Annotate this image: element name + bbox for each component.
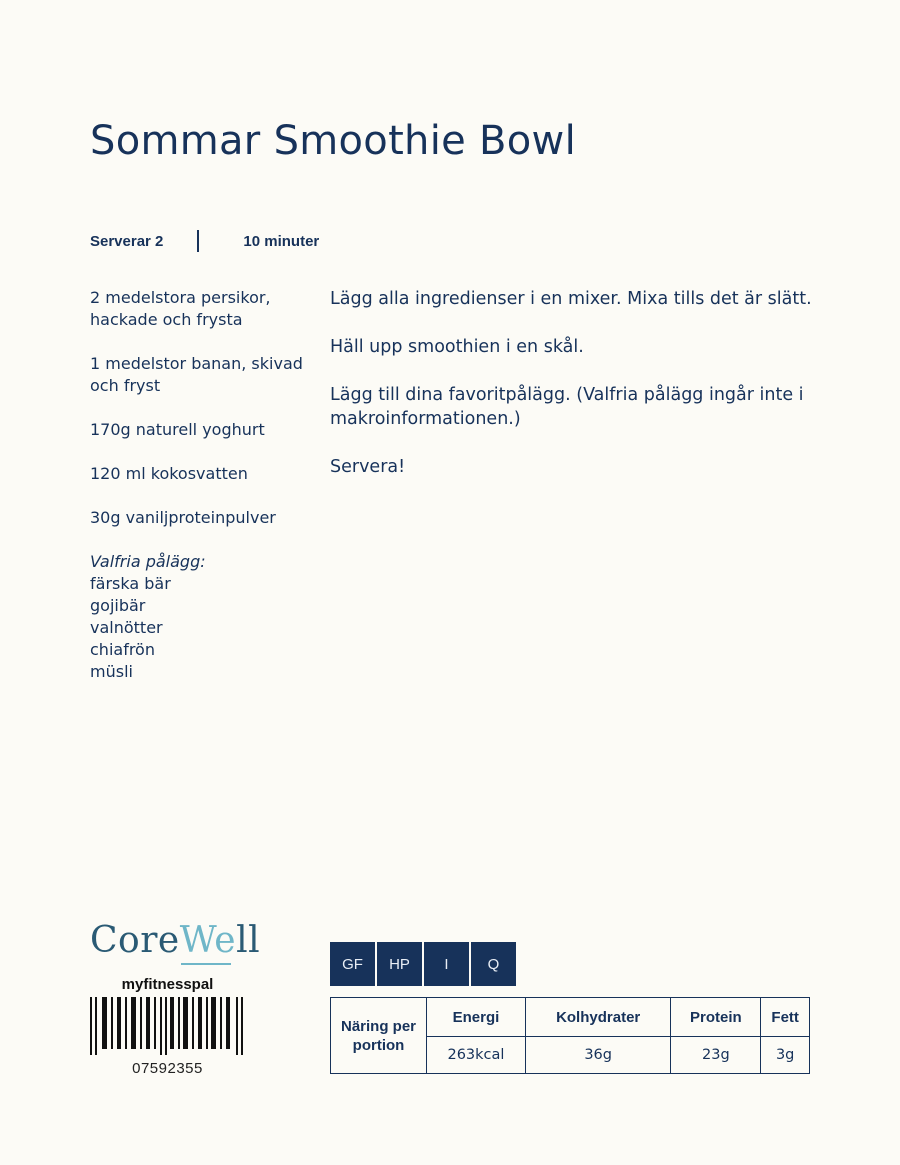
nutrition-row-label: Näring per portion bbox=[331, 998, 427, 1074]
instruction-step: Lägg till dina favoritpålägg. (Valfria pålägg ingår inte i makroinformationen.) bbox=[330, 385, 804, 429]
diet-badges bbox=[330, 942, 516, 986]
topping-item: chiafrön bbox=[90, 640, 155, 659]
nutrition-table bbox=[330, 997, 810, 1074]
nutrition-value-fat: 3g bbox=[761, 1037, 810, 1074]
nutrition-value-protein: 23g bbox=[671, 1037, 761, 1074]
nutrition-value-carbs: 36g bbox=[525, 1037, 670, 1074]
badge-hp: HP bbox=[377, 942, 422, 986]
recipe-meta bbox=[90, 230, 319, 252]
instruction-step: Lägg alla ingredienser i en mixer. Mixa tills det är slätt. bbox=[330, 289, 812, 309]
corewell-logo: CoreWell bbox=[90, 920, 261, 961]
badge-gf: GF bbox=[330, 942, 375, 986]
barcode-icon bbox=[90, 997, 245, 1055]
prep-time: 10 minuter bbox=[243, 232, 320, 250]
ingredient-item: 1 medelstor banan, skivad och fryst bbox=[90, 354, 303, 395]
ingredients-list bbox=[90, 287, 315, 683]
nutrition-header-energy: Energi bbox=[427, 998, 526, 1037]
instruction-step: Häll upp smoothien i en skål. bbox=[330, 337, 584, 357]
optional-toppings-list bbox=[90, 573, 315, 683]
recipe-title: Sommar Smoothie Bowl bbox=[90, 118, 576, 164]
ingredient-item: 170g naturell yoghurt bbox=[90, 420, 265, 439]
badge-i: I bbox=[424, 942, 469, 986]
instructions bbox=[330, 287, 820, 503]
badge-q: Q bbox=[471, 942, 516, 986]
instruction-step: Servera! bbox=[330, 457, 406, 477]
topping-item: müsli bbox=[90, 662, 133, 681]
ingredient-item: 2 medelstora persikor, hackade och frysta bbox=[90, 288, 271, 329]
nutrition-header-carbs: Kolhydrater bbox=[525, 998, 670, 1037]
barcode-number: 07592355 bbox=[132, 1060, 203, 1077]
logo-underline bbox=[181, 963, 231, 965]
ingredient-item: 30g vaniljproteinpulver bbox=[90, 508, 276, 527]
nutrition-header-protein: Protein bbox=[671, 998, 761, 1037]
servings: Serverar 2 bbox=[90, 232, 164, 250]
myfitnesspal-label: myfitnesspal bbox=[121, 976, 214, 993]
meta-divider bbox=[197, 230, 199, 252]
optional-toppings-title: Valfria pålägg: bbox=[90, 552, 206, 571]
nutrition-value-energy: 263kcal bbox=[427, 1037, 526, 1074]
topping-item: färska bär bbox=[90, 574, 171, 593]
nutrition-header-fat: Fett bbox=[761, 998, 810, 1037]
topping-item: gojibär bbox=[90, 596, 146, 615]
ingredient-item: 120 ml kokosvatten bbox=[90, 464, 248, 483]
topping-item: valnötter bbox=[90, 618, 163, 637]
